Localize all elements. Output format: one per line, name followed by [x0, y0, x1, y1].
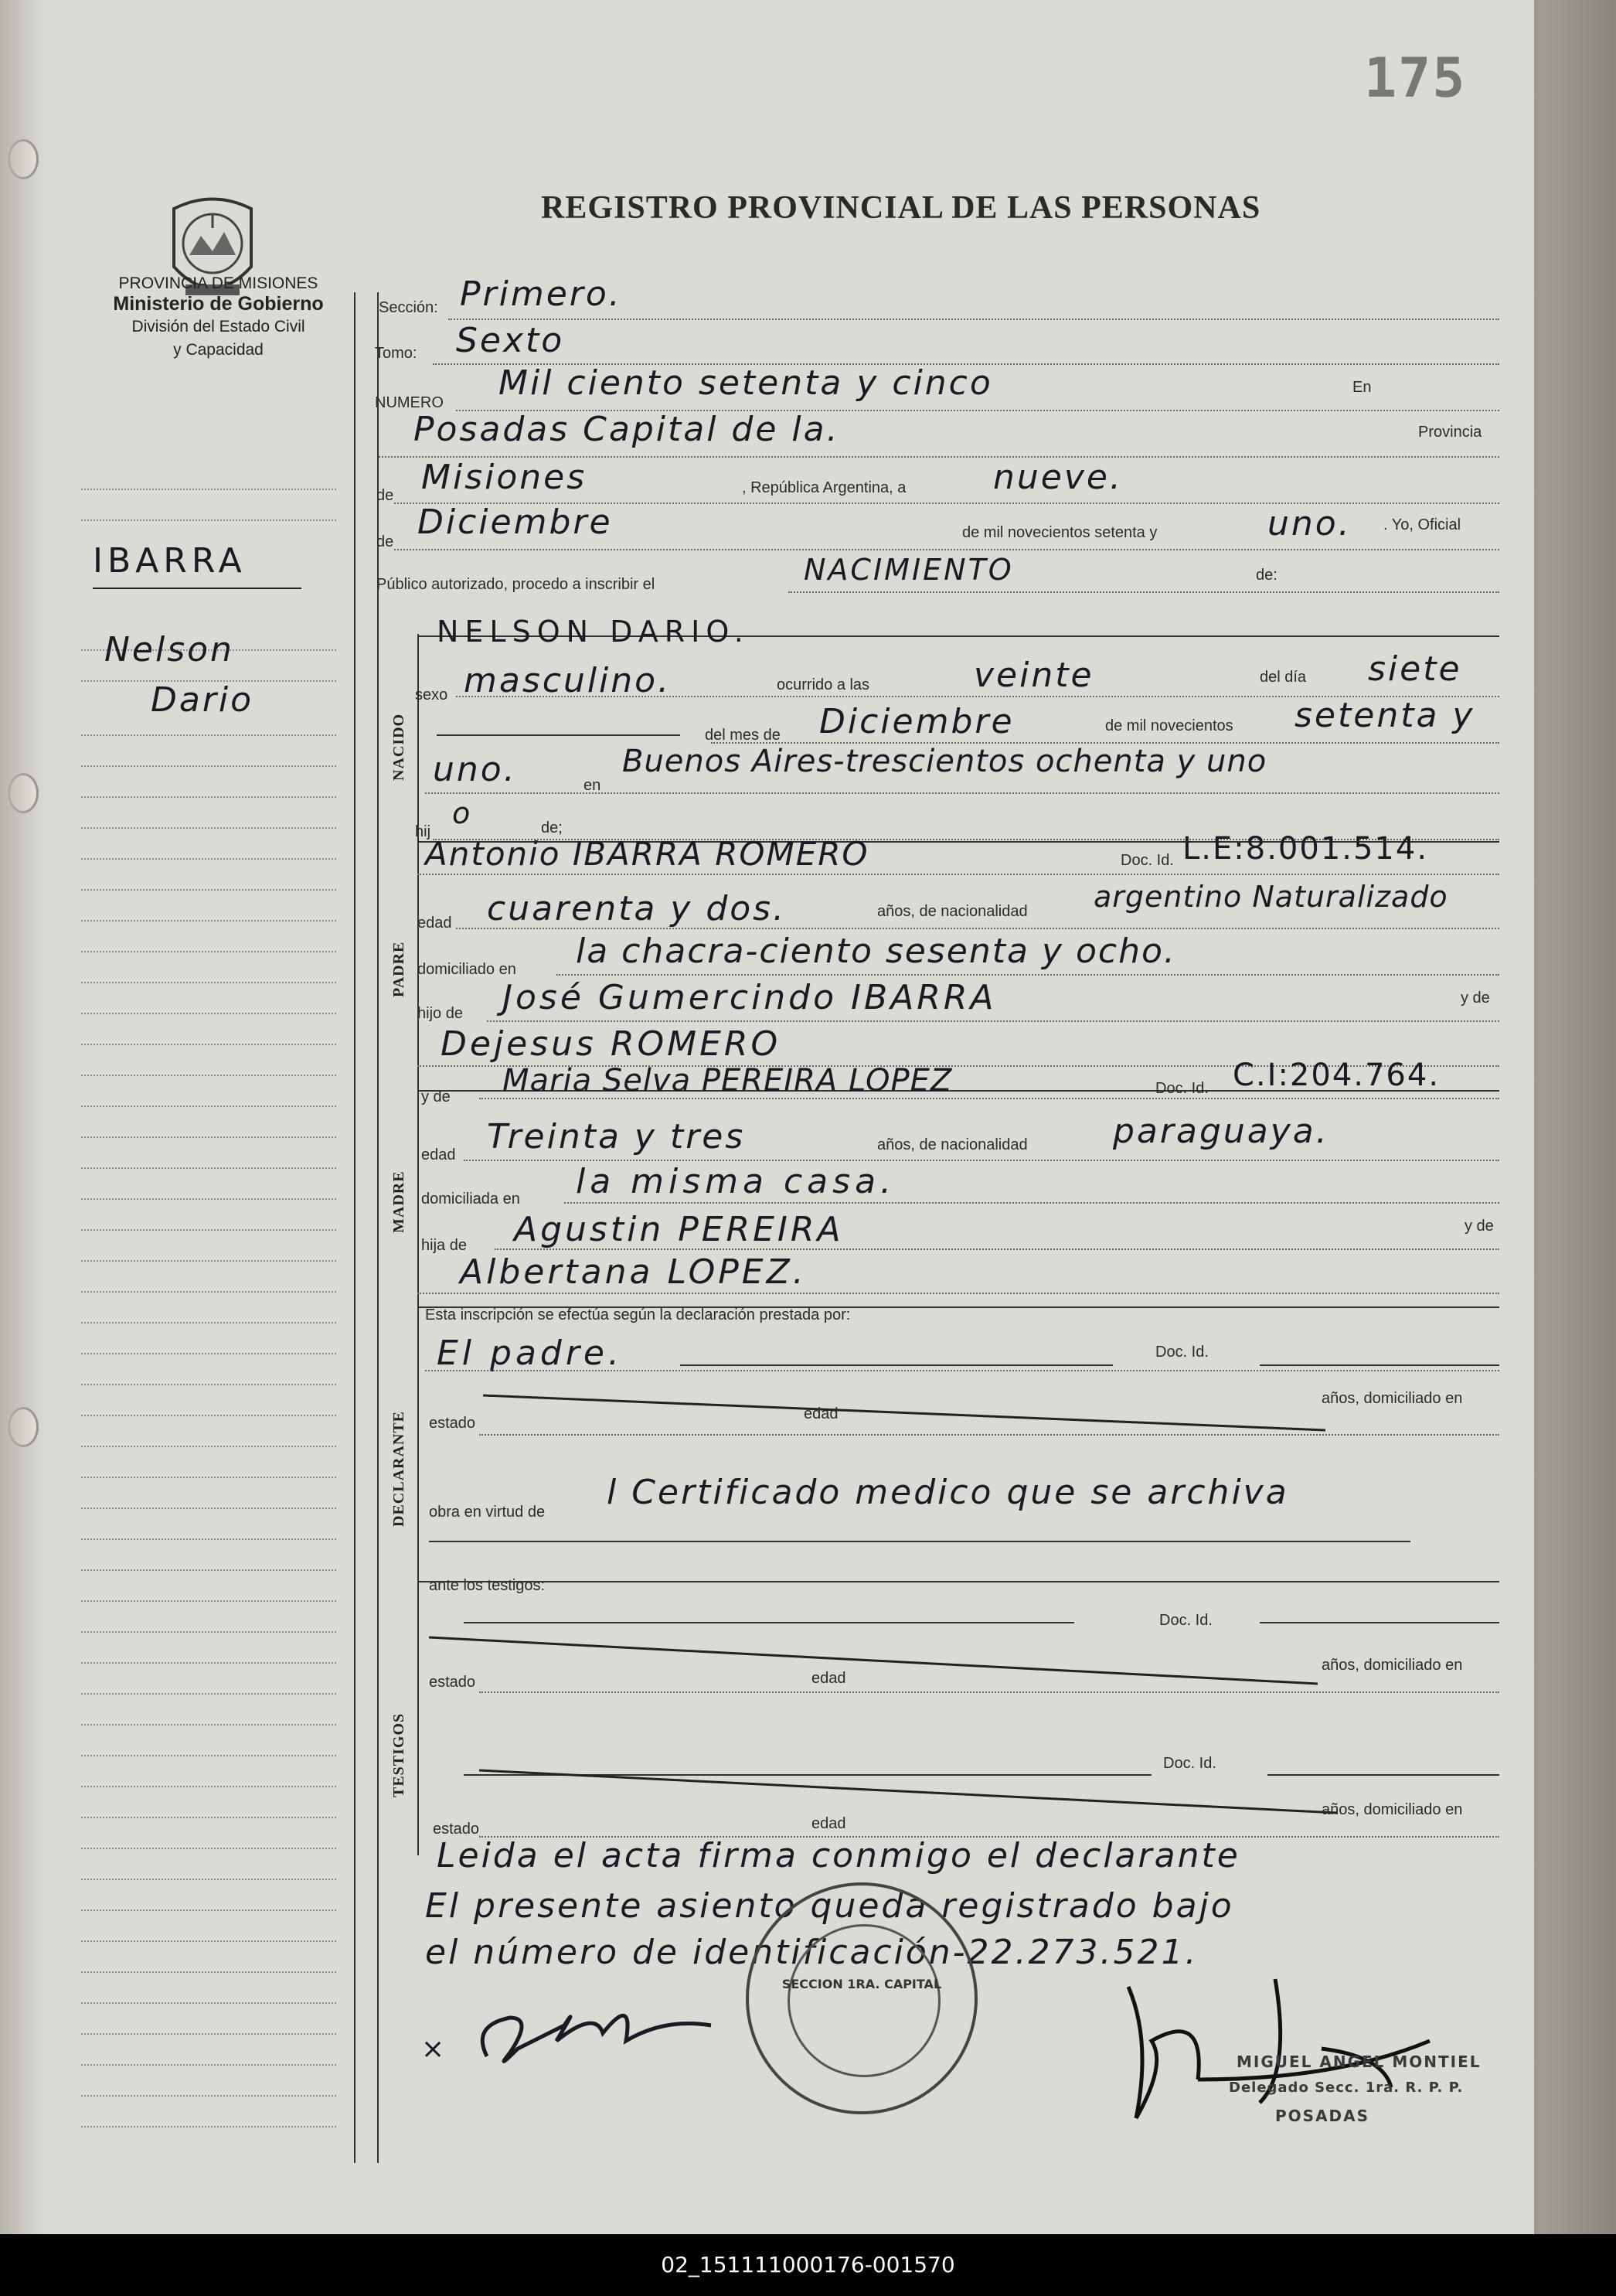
binding-hole: [8, 139, 39, 179]
label-estado-2: estado: [429, 1674, 476, 1691]
label-yo-oficial: . Yo, Oficial: [1383, 516, 1461, 533]
label-domiciliado: domiciliado en: [417, 961, 516, 978]
label-estado-3: estado: [433, 1821, 480, 1838]
label-estado: estado: [429, 1415, 476, 1432]
entry-mes-inscripcion: Diciembre: [417, 502, 613, 542]
entry-tomo: Sexto: [456, 321, 565, 360]
stamp-inner-ring: [788, 1924, 941, 2077]
label-doc-id-3: Doc. Id.: [1155, 1344, 1209, 1361]
frame-line-inner: [377, 292, 379, 2163]
label-en: En: [1352, 379, 1372, 396]
separator-testigos: [417, 1581, 1499, 1582]
entry-anio-inscripcion: uno.: [1267, 504, 1352, 543]
entry-provincia: Misiones: [421, 458, 587, 497]
registry-stamp: [746, 1882, 978, 2114]
entry-madre-domicilio: la misma casa.: [576, 1162, 896, 1201]
label-edad-3: edad: [804, 1405, 839, 1422]
entry-padre: Antonio IBARRA ROMERO: [425, 835, 869, 873]
signature-mark-x: ×: [421, 2033, 447, 2065]
label-y-de-3: y de: [1465, 1218, 1494, 1235]
entry-declarante: El padre.: [437, 1334, 623, 1373]
label-edad: edad: [417, 915, 452, 932]
entry-madre-hija-de: Agustin PEREIRA: [514, 1210, 844, 1249]
label-anos-domiciliado-2: años, domiciliado en: [1322, 1657, 1463, 1674]
surname-underline: [93, 588, 301, 589]
label-doc-id-5: Doc. Id.: [1163, 1755, 1216, 1772]
page-title: REGISTRO PROVINCIAL DE LAS PERSONAS: [541, 190, 1261, 226]
side-label-testigos: TESTIGOS: [390, 1712, 407, 1797]
label-de-mil-2: de mil novecientos: [1105, 717, 1233, 734]
issuer-ministry: Ministerio de Gobierno: [113, 293, 324, 315]
blank-line: [429, 1541, 1410, 1542]
entry-seccion: Primero.: [460, 274, 622, 314]
entry-mes: Diciembre: [819, 702, 1015, 741]
label-del-mes: del mes de: [705, 727, 781, 744]
label-hija-de: hija de: [421, 1237, 467, 1254]
label-hij: hij: [415, 823, 431, 840]
entry-madre: Maria Selva PEREIRA LOPEZ: [502, 1063, 953, 1099]
entry-nombre: NELSON DARIO.: [437, 615, 750, 649]
entry-hij: o: [452, 796, 473, 830]
closing-line-2: El presente asiento queda registrado bajo: [425, 1886, 1234, 1926]
side-label-padre: PADRE: [390, 941, 407, 997]
label-anos-nacionalidad-2: años, de nacionalidad: [877, 1136, 1028, 1153]
label-anos-nacionalidad: años, de nacionalidad: [877, 903, 1028, 920]
blank-line: [1260, 1364, 1499, 1366]
margin-surname: IBARRA: [93, 541, 247, 581]
label-provincia: Provincia: [1418, 424, 1482, 441]
frame-line-section: [417, 634, 419, 1855]
label-y-de: y de: [1461, 990, 1490, 1007]
entry-obra: l Certificado medico que se archiva: [607, 1473, 1289, 1512]
issuer-block: [81, 274, 356, 362]
closing-line-1: Leida el acta firma conmigo el declarante: [437, 1836, 1240, 1875]
entry-acto: NACIMIENTO: [804, 553, 1014, 587]
blank-line: [464, 1622, 1074, 1623]
entry-padre-nacionalidad: argentino Naturalizado: [1094, 880, 1448, 914]
label-edad-4: edad: [811, 1670, 846, 1687]
folio-number: 175: [1364, 46, 1467, 110]
blank-line: [680, 1364, 1113, 1366]
entry-dia-inscripcion: nueve.: [993, 458, 1123, 497]
entry-hora: veinte: [974, 656, 1094, 695]
label-de-mil: de mil novecientos setenta y: [962, 524, 1158, 541]
label-edad-2: edad: [421, 1146, 456, 1163]
label-de-2: de: [376, 533, 394, 550]
blank-line: [437, 734, 680, 736]
declarant-signature-icon: [464, 1979, 742, 2087]
label-edad-5: edad: [811, 1815, 846, 1832]
label-republica: , República Argentina, a: [742, 479, 907, 496]
official-name: MIGUEL ANGEL MONTIEL: [1237, 2052, 1482, 2071]
label-doc-id: Doc. Id.: [1121, 852, 1174, 869]
entry-lugar: Posadas Capital de la.: [413, 410, 840, 449]
entry-padre-hijo-de: José Gumercindo IBARRA: [502, 978, 997, 1017]
label-doc-id-4: Doc. Id.: [1159, 1612, 1213, 1629]
strike-through-line: [479, 1763, 1337, 1824]
label-del-dia: del día: [1260, 669, 1307, 686]
label-de-colon-2: de;: [541, 819, 563, 836]
binding-hole: [8, 773, 39, 813]
margin-given-1: Nelson: [104, 630, 234, 669]
label-anos-domiciliado-3: años, domiciliado en: [1322, 1801, 1463, 1818]
label-obra: obra en virtud de: [429, 1504, 546, 1521]
entry-padre-doc: L.E:8.001.514.: [1182, 831, 1429, 867]
official-role: Delegado Secc. 1ra. R. P. P.: [1229, 2080, 1464, 2096]
label-de: de: [376, 487, 394, 504]
closing-line-3: el número de identificación-22.273.521.: [425, 1933, 1199, 1972]
label-publico: Público autorizado, procedo a inscribir el: [376, 576, 655, 593]
label-seccion: Sección:: [379, 299, 438, 316]
binding-hole: [8, 1407, 39, 1447]
blank-line: [1260, 1622, 1499, 1623]
entry-lugar-nacimiento: Buenos Aires-trescientos ochenta y uno: [622, 744, 1267, 779]
label-hijo-de: hijo de: [417, 1005, 463, 1022]
side-label-madre: MADRE: [390, 1170, 407, 1233]
strike-through-line: [429, 1630, 1318, 1691]
frame-line-left: [354, 292, 356, 2163]
entry-madre-nacionalidad: paraguaya.: [1113, 1112, 1329, 1151]
label-ante-testigos: ante los testigos:: [429, 1577, 546, 1594]
label-esta-inscripcion: Esta inscripción se efectúa según la declaración prestada por:: [425, 1306, 851, 1323]
issuer-division-2: y Capacidad: [173, 341, 264, 359]
entry-padre-hijo-de-2: Dejesus ROMERO: [441, 1024, 781, 1064]
entry-madre-edad: Treinta y tres: [487, 1117, 746, 1157]
label-domiciliada: domiciliada en: [421, 1191, 520, 1208]
label-numero: NUMERO: [375, 394, 444, 411]
label-sexo: sexo: [415, 686, 448, 703]
label-anos-domiciliado: años, domiciliado en: [1322, 1390, 1463, 1407]
label-ocurrido: ocurrido a las: [777, 676, 870, 693]
issuer-division: División del Estado Civil: [131, 318, 305, 336]
label-de-colon: de:: [1256, 567, 1277, 584]
entry-padre-domicilio: la chacra-ciento sesenta y ocho.: [576, 932, 1176, 971]
label-tomo: Tomo:: [375, 345, 417, 362]
entry-padre-edad: cuarenta y dos.: [487, 889, 787, 928]
entry-sexo: masculino.: [464, 661, 672, 700]
issuer-province: PROVINCIA DE MISIONES: [118, 274, 318, 292]
entry-dia: siete: [1368, 649, 1462, 689]
side-label-declarante: DECLARANTE: [390, 1410, 407, 1527]
entry-anio: setenta y: [1295, 696, 1475, 735]
margin-given-2: Dario: [151, 680, 254, 720]
image-caption: 02_151111000176-001570: [0, 2234, 1616, 2296]
entry-numero: Mil ciento setenta y cinco: [498, 363, 993, 403]
official-city: POSADAS: [1275, 2107, 1370, 2125]
side-label-nacido: NACIDO: [390, 713, 407, 781]
label-y-de-2: y de: [421, 1088, 451, 1105]
stamp-text: SECCION 1RA. CAPITAL: [781, 1977, 942, 1991]
entry-madre-hija-de-2: Albertana LOPEZ.: [460, 1252, 807, 1292]
label-en-2: en: [583, 777, 601, 794]
entry-anio-2: uno.: [433, 750, 517, 789]
label-doc-id-2: Doc. Id.: [1155, 1080, 1209, 1097]
entry-madre-doc: C.I:204.764.: [1233, 1058, 1441, 1093]
